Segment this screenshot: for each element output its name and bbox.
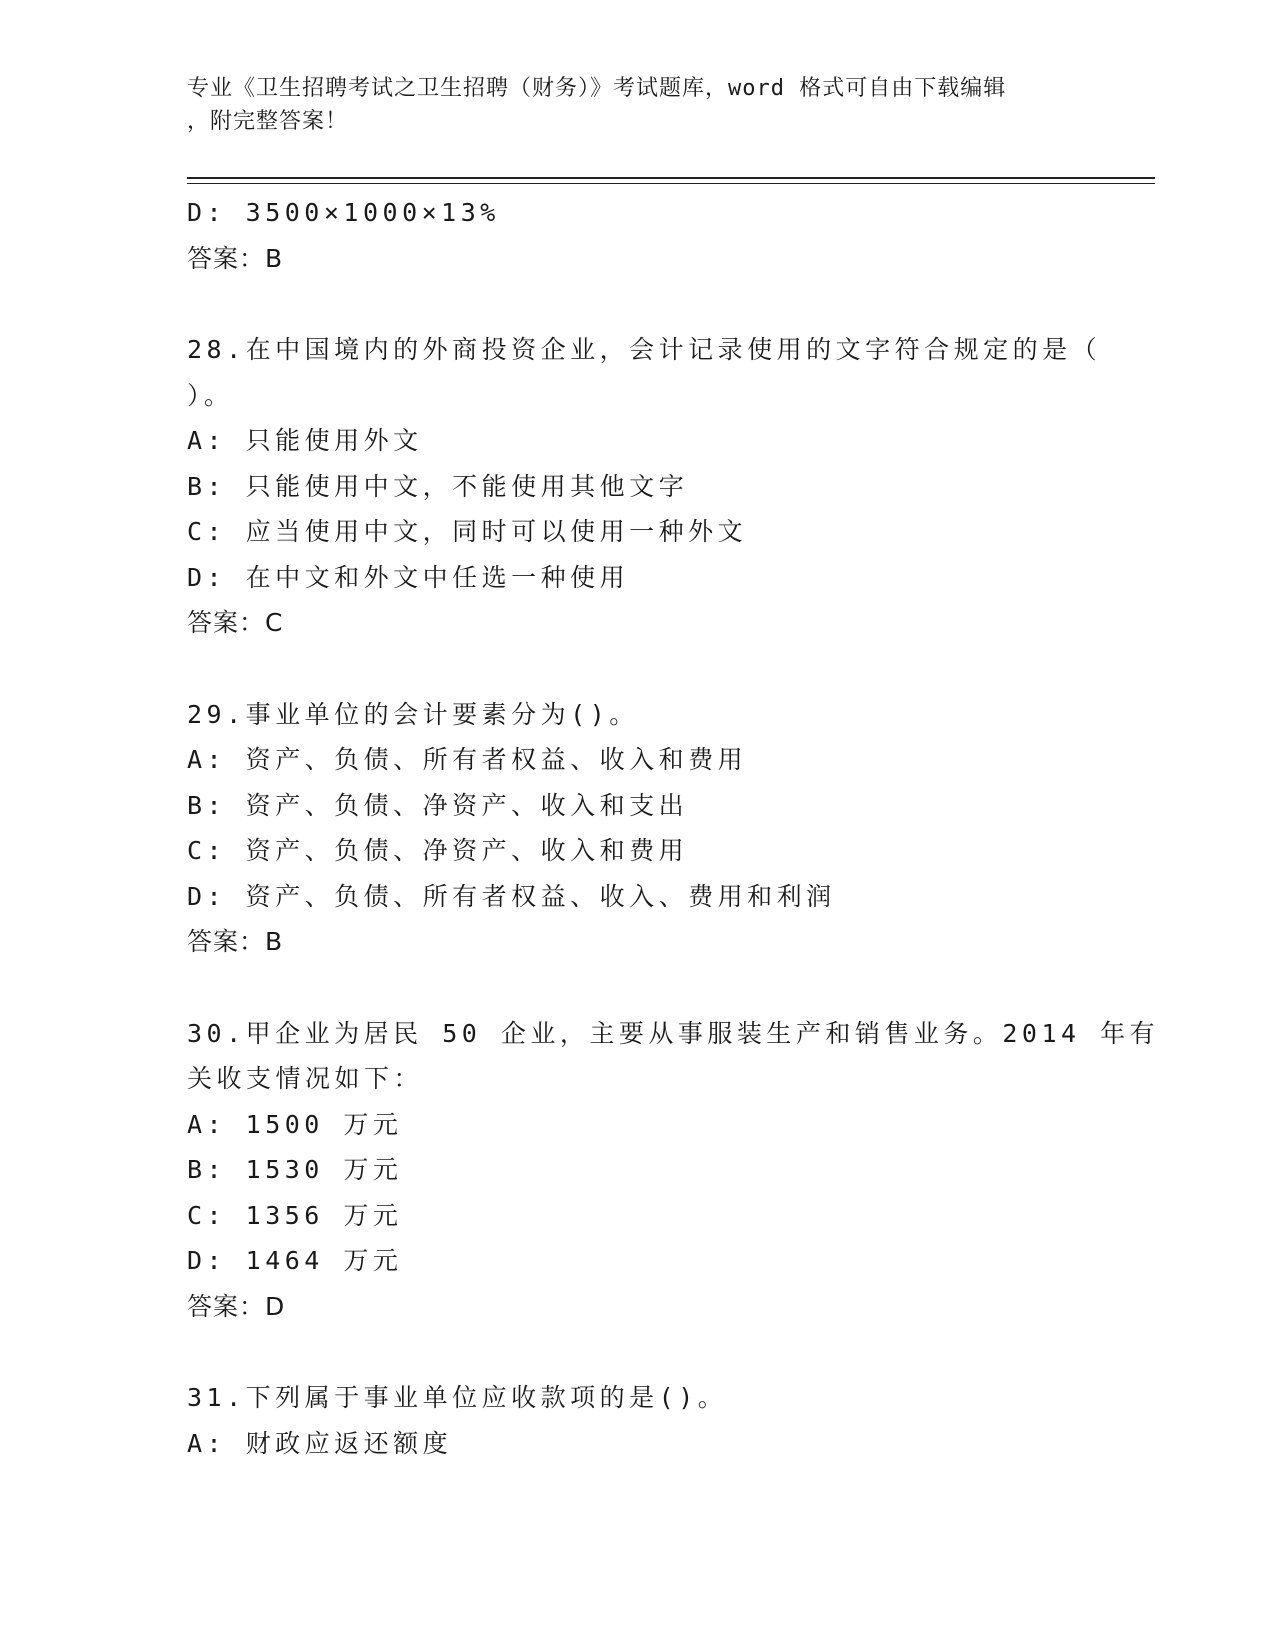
question-text: 31.下列属于事业单位应收款项的是()。 <box>187 1383 728 1412</box>
question-text: ）。 <box>187 380 234 410</box>
question-text: 关收支情况如下： <box>187 1064 424 1093</box>
header-rule-thin <box>187 183 1155 184</box>
question-text: 28.在中国境内的外商投资企业，会计记录使用的文字符合规定的是（ <box>187 335 1102 364</box>
answer-line: 答案：C <box>187 608 284 637</box>
question-text: 29.事业单位的会计要素分为()。 <box>187 699 639 729</box>
option-line: D: 资产、负债、所有者权益、收入、费用和利润 <box>187 881 836 911</box>
header-line-1: 专业《卫生招聘考试之卫生招聘（财务）》考试题库，word 格式可自由下载编辑 <box>187 76 1007 101</box>
option-line: B: 资产、负债、净资产、收入和支出 <box>187 790 689 820</box>
document-header <box>187 72 1067 138</box>
option-line: D: 在中文和外文中任选一种使用 <box>187 562 630 592</box>
answer-line: 答案：D <box>187 1291 286 1321</box>
question-block <box>187 327 1102 646</box>
option-line: C: 1356 万元 <box>187 1200 403 1230</box>
option-line: A: 财政应返还额度 <box>187 1428 453 1458</box>
header-rule-thick <box>187 177 1155 179</box>
answer-line: 答案：B <box>187 243 284 273</box>
option-line: B: 只能使用中文，不能使用其他文字 <box>187 471 689 501</box>
question-block <box>187 1375 1087 1466</box>
option-line: B: 1530 万元 <box>187 1155 403 1184</box>
question-block <box>187 1011 1160 1330</box>
option-line: A: 资产、负债、所有者权益、收入和费用 <box>187 745 748 774</box>
header-line-2: ，附完整答案！ <box>187 109 349 134</box>
question-block <box>187 692 1087 965</box>
question-block <box>187 190 1087 281</box>
option-line: C: 应当使用中文，同时可以使用一种外文 <box>187 517 748 546</box>
option-line: A: 只能使用外文 <box>187 426 423 455</box>
option-line: D: 1464 万元 <box>187 1246 403 1275</box>
question-list <box>187 190 1160 1466</box>
option-line: D: 3500×1000×13% <box>187 198 500 227</box>
question-text: 30.甲企业为居民 50 企业，主要从事服装生产和销售业务。2014 年有 <box>187 1018 1160 1048</box>
answer-line: 答案：B <box>187 927 284 956</box>
option-line: C: 资产、负债、净资产、收入和费用 <box>187 836 689 865</box>
option-line: A: 1500 万元 <box>187 1109 403 1139</box>
